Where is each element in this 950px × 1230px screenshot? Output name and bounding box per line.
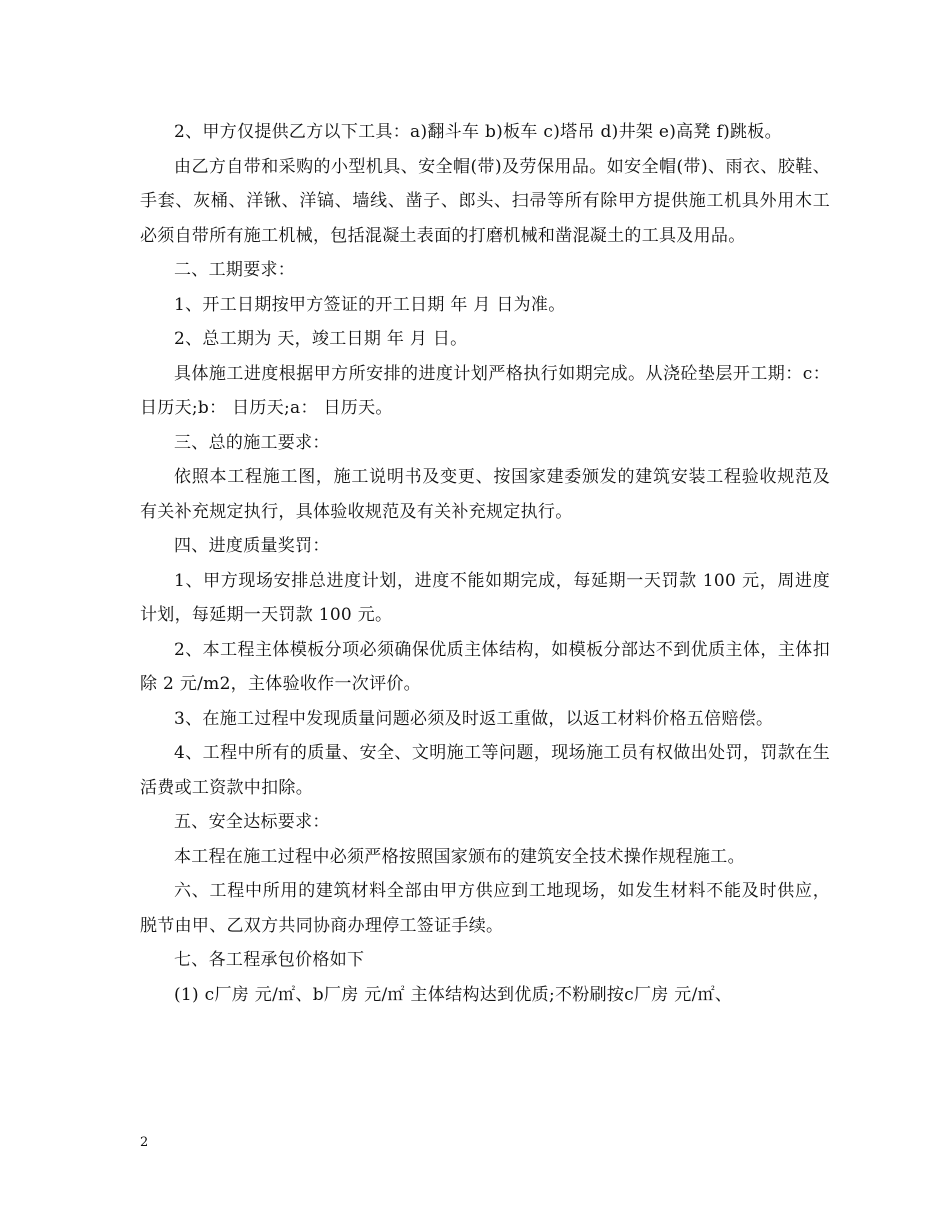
- heading-contract-prices: 七、各工程承包价格如下: [174, 950, 365, 970]
- paragraph-materials-supply: 六、工程中所用的建筑材料全部由甲方供应到工地现场，如发生材料不能及时供应，脱节由甲、乙双方共同协商办理停工签证手续。: [140, 881, 830, 936]
- heading-schedule-requirements: 二、工期要求：: [174, 260, 296, 280]
- document-body: [140, 115, 830, 1012]
- heading-safety-requirements: 五、安全达标要求：: [174, 812, 330, 832]
- paragraph-standards: 依照本工程施工图，施工说明书及变更、按国家建委颁发的建筑安装工程验收规范及有关补充规定执行，具体验收规范及有关补充规定执行。: [140, 467, 830, 522]
- paragraph-site-penalties: 4、工程中所有的质量、安全、文明施工等问题，现场施工员有权做出处罚，罚款在生活费或工资款中扣除。: [140, 743, 830, 798]
- paragraph-safety-rules: 本工程在施工过程中必须严格按照国家颁布的建筑安全技术操作规程施工。: [174, 846, 745, 867]
- paragraph-delay-penalty: 1、甲方现场安排总进度计划，进度不能如期完成，每延期一天罚款 100 元，周进度计划，每延期一天罚款 100 元。: [140, 570, 830, 625]
- paragraph-tools-provided: 2、甲方仅提供乙方以下工具：a)翻斗车 b)板车 c)塔吊 d)井架 e)高凳 f)跳板。: [174, 122, 782, 142]
- paragraph-progress-plan: 具体施工进度根据甲方所安排的进度计划严格执行如期完成。从浇砼垫层开工期：c： 日历天;b： 日历天;a： 日历天。: [140, 363, 830, 418]
- paragraph-start-date: 1、开工日期按甲方签证的开工日期 年 月 日为准。: [174, 294, 566, 315]
- heading-construction-requirements: 三、总的施工要求：: [174, 432, 330, 453]
- heading-rewards-penalties: 四、进度质量奖罚：: [174, 536, 330, 556]
- paragraph-total-duration: 2、总工期为 天，竣工日期 年 月 日。: [174, 329, 468, 349]
- page-number: 2: [140, 1135, 149, 1150]
- paragraph-price-item-1: (1) c厂房 元/㎡、b厂房 元/㎡ 主体结构达到优质;不粉刷按c厂房 元/㎡、: [174, 984, 733, 1005]
- paragraph-self-supplied-equipment: 由乙方自带和采购的小型机具、安全帽(带)及劳保用品。如安全帽(带)、雨衣、胶鞋、手套、灰桶、洋锹、洋镐、墙线、凿子、郎头、扫帚等所有除甲方提供施工机具外用木工必须自带所有施工机械，包括混凝土表面的打磨机械和凿混凝土的工具及用品。: [140, 156, 830, 246]
- paragraph-rework: 3、在施工过程中发现质量问题必须及时返工重做，以返工材料价格五倍赔偿。: [174, 708, 774, 729]
- paragraph-formwork-quality: 2、本工程主体模板分项必须确保优质主体结构，如模板分部达不到优质主体，主体扣除 2 元/m2，主体验收作一次评价。: [140, 639, 830, 694]
